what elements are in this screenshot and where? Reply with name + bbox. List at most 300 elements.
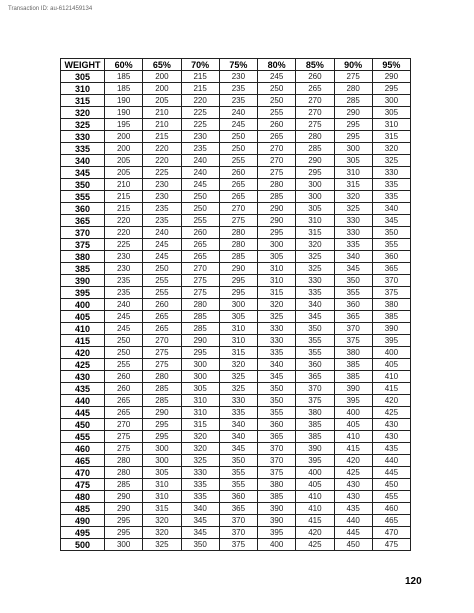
value-cell: 330 xyxy=(296,275,334,287)
table-row xyxy=(61,311,411,323)
value-cell: 285 xyxy=(181,323,219,335)
table-row xyxy=(61,95,411,107)
column-header-percent: 65% xyxy=(143,59,181,71)
value-cell: 320 xyxy=(219,359,257,371)
value-cell: 320 xyxy=(143,527,181,539)
weight-cell: 460 xyxy=(61,443,105,455)
weight-cell: 340 xyxy=(61,155,105,167)
value-cell: 270 xyxy=(181,263,219,275)
weight-cell: 395 xyxy=(61,287,105,299)
value-cell: 415 xyxy=(296,515,334,527)
value-cell: 190 xyxy=(105,107,143,119)
value-cell: 300 xyxy=(334,143,372,155)
value-cell: 285 xyxy=(258,191,296,203)
value-cell: 340 xyxy=(219,419,257,431)
value-cell: 335 xyxy=(258,347,296,359)
value-cell: 375 xyxy=(219,539,257,551)
value-cell: 350 xyxy=(372,227,410,239)
value-cell: 285 xyxy=(334,95,372,107)
table-row xyxy=(61,251,411,263)
value-cell: 245 xyxy=(105,323,143,335)
value-cell: 265 xyxy=(143,311,181,323)
value-cell: 200 xyxy=(105,143,143,155)
value-cell: 285 xyxy=(219,251,257,263)
table-row xyxy=(61,71,411,83)
value-cell: 275 xyxy=(258,167,296,179)
value-cell: 230 xyxy=(105,251,143,263)
value-cell: 260 xyxy=(181,227,219,239)
weight-cell: 375 xyxy=(61,239,105,251)
table-row xyxy=(61,323,411,335)
value-cell: 305 xyxy=(181,383,219,395)
value-cell: 235 xyxy=(181,143,219,155)
table-row xyxy=(61,299,411,311)
value-cell: 315 xyxy=(296,227,334,239)
value-cell: 400 xyxy=(296,467,334,479)
weight-cell: 470 xyxy=(61,467,105,479)
value-cell: 345 xyxy=(372,215,410,227)
weight-cell: 435 xyxy=(61,383,105,395)
weight-cell: 350 xyxy=(61,179,105,191)
header-row xyxy=(61,59,411,71)
value-cell: 265 xyxy=(143,323,181,335)
value-cell: 250 xyxy=(258,83,296,95)
value-cell: 240 xyxy=(181,155,219,167)
weight-cell: 425 xyxy=(61,359,105,371)
value-cell: 460 xyxy=(372,503,410,515)
value-cell: 420 xyxy=(372,395,410,407)
value-cell: 200 xyxy=(143,83,181,95)
value-cell: 280 xyxy=(258,179,296,191)
value-cell: 465 xyxy=(372,515,410,527)
value-cell: 245 xyxy=(258,71,296,83)
table-row xyxy=(61,467,411,479)
value-cell: 335 xyxy=(181,479,219,491)
value-cell: 230 xyxy=(219,71,257,83)
value-cell: 230 xyxy=(181,131,219,143)
value-cell: 325 xyxy=(296,251,334,263)
value-cell: 300 xyxy=(258,239,296,251)
value-cell: 320 xyxy=(143,515,181,527)
value-cell: 450 xyxy=(334,539,372,551)
value-cell: 245 xyxy=(181,179,219,191)
value-cell: 310 xyxy=(143,479,181,491)
value-cell: 240 xyxy=(105,299,143,311)
value-cell: 195 xyxy=(105,119,143,131)
value-cell: 300 xyxy=(296,191,334,203)
value-cell: 365 xyxy=(372,263,410,275)
value-cell: 320 xyxy=(181,431,219,443)
value-cell: 210 xyxy=(105,179,143,191)
value-cell: 430 xyxy=(372,419,410,431)
value-cell: 225 xyxy=(181,119,219,131)
table-row xyxy=(61,479,411,491)
value-cell: 390 xyxy=(258,515,296,527)
value-cell: 190 xyxy=(105,95,143,107)
table-row xyxy=(61,215,411,227)
value-cell: 255 xyxy=(181,215,219,227)
value-cell: 235 xyxy=(143,203,181,215)
value-cell: 425 xyxy=(296,539,334,551)
value-cell: 360 xyxy=(219,491,257,503)
weight-cell: 365 xyxy=(61,215,105,227)
value-cell: 335 xyxy=(372,179,410,191)
value-cell: 300 xyxy=(219,299,257,311)
value-cell: 355 xyxy=(296,335,334,347)
column-header-percent: 80% xyxy=(258,59,296,71)
table-row xyxy=(61,263,411,275)
weight-cell: 405 xyxy=(61,311,105,323)
value-cell: 270 xyxy=(219,203,257,215)
weight-cell: 315 xyxy=(61,95,105,107)
value-cell: 330 xyxy=(219,395,257,407)
table-row xyxy=(61,191,411,203)
value-cell: 250 xyxy=(105,335,143,347)
value-cell: 410 xyxy=(296,491,334,503)
value-cell: 215 xyxy=(181,71,219,83)
value-cell: 300 xyxy=(296,179,334,191)
table-row xyxy=(61,167,411,179)
value-cell: 255 xyxy=(258,107,296,119)
value-cell: 260 xyxy=(105,371,143,383)
value-cell: 275 xyxy=(143,347,181,359)
value-cell: 305 xyxy=(372,107,410,119)
value-cell: 355 xyxy=(296,347,334,359)
value-cell: 245 xyxy=(219,119,257,131)
value-cell: 240 xyxy=(143,227,181,239)
value-cell: 205 xyxy=(143,95,181,107)
value-cell: 355 xyxy=(258,407,296,419)
value-cell: 270 xyxy=(296,95,334,107)
value-cell: 310 xyxy=(143,491,181,503)
table-row xyxy=(61,203,411,215)
value-cell: 430 xyxy=(334,491,372,503)
value-cell: 330 xyxy=(372,167,410,179)
value-cell: 430 xyxy=(372,431,410,443)
table-row xyxy=(61,443,411,455)
value-cell: 370 xyxy=(334,323,372,335)
value-cell: 350 xyxy=(258,395,296,407)
value-cell: 420 xyxy=(334,455,372,467)
value-cell: 265 xyxy=(258,131,296,143)
value-cell: 290 xyxy=(105,503,143,515)
value-cell: 260 xyxy=(258,119,296,131)
value-cell: 375 xyxy=(258,467,296,479)
value-cell: 300 xyxy=(143,455,181,467)
value-cell: 295 xyxy=(143,431,181,443)
weight-cell: 440 xyxy=(61,395,105,407)
value-cell: 350 xyxy=(219,455,257,467)
table-row xyxy=(61,83,411,95)
value-cell: 280 xyxy=(105,455,143,467)
value-cell: 310 xyxy=(372,119,410,131)
value-cell: 365 xyxy=(258,431,296,443)
value-cell: 310 xyxy=(181,407,219,419)
value-cell: 380 xyxy=(372,299,410,311)
value-cell: 345 xyxy=(296,311,334,323)
value-cell: 400 xyxy=(372,347,410,359)
value-cell: 340 xyxy=(372,203,410,215)
value-cell: 285 xyxy=(143,395,181,407)
value-cell: 275 xyxy=(181,275,219,287)
value-cell: 350 xyxy=(258,383,296,395)
value-cell: 300 xyxy=(372,95,410,107)
weight-cell: 335 xyxy=(61,143,105,155)
value-cell: 235 xyxy=(219,95,257,107)
value-cell: 430 xyxy=(334,479,372,491)
value-cell: 235 xyxy=(105,275,143,287)
value-cell: 280 xyxy=(219,239,257,251)
value-cell: 440 xyxy=(334,515,372,527)
value-cell: 215 xyxy=(181,83,219,95)
value-cell: 275 xyxy=(143,359,181,371)
value-cell: 290 xyxy=(143,407,181,419)
table-row xyxy=(61,515,411,527)
value-cell: 265 xyxy=(219,179,257,191)
value-cell: 250 xyxy=(219,143,257,155)
weight-percentage-table xyxy=(60,58,411,551)
value-cell: 215 xyxy=(105,191,143,203)
value-cell: 280 xyxy=(219,227,257,239)
value-cell: 300 xyxy=(181,371,219,383)
value-cell: 230 xyxy=(143,179,181,191)
value-cell: 310 xyxy=(181,395,219,407)
value-cell: 425 xyxy=(372,407,410,419)
value-cell: 280 xyxy=(334,83,372,95)
value-cell: 295 xyxy=(334,131,372,143)
value-cell: 390 xyxy=(372,323,410,335)
value-cell: 335 xyxy=(219,407,257,419)
value-cell: 260 xyxy=(105,383,143,395)
weight-cell: 420 xyxy=(61,347,105,359)
value-cell: 290 xyxy=(181,335,219,347)
value-cell: 435 xyxy=(334,503,372,515)
value-cell: 410 xyxy=(372,371,410,383)
value-cell: 310 xyxy=(296,215,334,227)
value-cell: 220 xyxy=(143,143,181,155)
value-cell: 395 xyxy=(258,527,296,539)
value-cell: 380 xyxy=(258,479,296,491)
value-cell: 435 xyxy=(372,443,410,455)
table-row xyxy=(61,359,411,371)
value-cell: 300 xyxy=(181,359,219,371)
column-header-percent: 70% xyxy=(181,59,219,71)
value-cell: 315 xyxy=(258,287,296,299)
value-cell: 375 xyxy=(296,395,334,407)
table-body xyxy=(61,71,411,551)
value-cell: 275 xyxy=(105,431,143,443)
value-cell: 325 xyxy=(258,311,296,323)
value-cell: 405 xyxy=(334,419,372,431)
weight-cell: 500 xyxy=(61,539,105,551)
value-cell: 205 xyxy=(105,155,143,167)
weight-cell: 370 xyxy=(61,227,105,239)
value-cell: 425 xyxy=(334,467,372,479)
value-cell: 265 xyxy=(105,407,143,419)
value-cell: 260 xyxy=(143,299,181,311)
value-cell: 185 xyxy=(105,83,143,95)
value-cell: 325 xyxy=(219,383,257,395)
weight-cell: 490 xyxy=(61,515,105,527)
value-cell: 330 xyxy=(181,467,219,479)
table-row xyxy=(61,179,411,191)
value-cell: 280 xyxy=(105,467,143,479)
value-cell: 240 xyxy=(181,167,219,179)
value-cell: 325 xyxy=(334,203,372,215)
value-cell: 265 xyxy=(296,83,334,95)
column-header-percent: 75% xyxy=(219,59,257,71)
value-cell: 400 xyxy=(258,539,296,551)
value-cell: 305 xyxy=(143,467,181,479)
value-cell: 330 xyxy=(334,227,372,239)
value-cell: 380 xyxy=(334,347,372,359)
weight-cell: 495 xyxy=(61,527,105,539)
value-cell: 285 xyxy=(105,479,143,491)
value-cell: 185 xyxy=(105,71,143,83)
value-cell: 255 xyxy=(143,275,181,287)
value-cell: 285 xyxy=(296,143,334,155)
value-cell: 210 xyxy=(143,107,181,119)
value-cell: 250 xyxy=(219,131,257,143)
value-cell: 320 xyxy=(334,191,372,203)
value-cell: 360 xyxy=(372,251,410,263)
value-cell: 215 xyxy=(143,131,181,143)
value-cell: 355 xyxy=(219,467,257,479)
value-cell: 255 xyxy=(219,155,257,167)
value-cell: 275 xyxy=(219,215,257,227)
value-cell: 355 xyxy=(334,287,372,299)
table-row xyxy=(61,239,411,251)
value-cell: 405 xyxy=(296,479,334,491)
value-cell: 385 xyxy=(334,359,372,371)
value-cell: 395 xyxy=(296,455,334,467)
value-cell: 300 xyxy=(143,443,181,455)
value-cell: 270 xyxy=(258,143,296,155)
column-header-percent: 85% xyxy=(296,59,334,71)
value-cell: 440 xyxy=(372,455,410,467)
value-cell: 335 xyxy=(181,491,219,503)
value-cell: 355 xyxy=(372,239,410,251)
table-row xyxy=(61,119,411,131)
value-cell: 270 xyxy=(296,107,334,119)
value-cell: 290 xyxy=(105,491,143,503)
table-row xyxy=(61,227,411,239)
value-cell: 325 xyxy=(372,155,410,167)
value-cell: 450 xyxy=(372,479,410,491)
value-cell: 335 xyxy=(296,287,334,299)
value-cell: 295 xyxy=(334,119,372,131)
table-row xyxy=(61,371,411,383)
weight-cell: 480 xyxy=(61,491,105,503)
value-cell: 290 xyxy=(258,203,296,215)
value-cell: 200 xyxy=(105,131,143,143)
value-cell: 250 xyxy=(181,203,219,215)
weight-cell: 360 xyxy=(61,203,105,215)
value-cell: 265 xyxy=(181,239,219,251)
table-row xyxy=(61,539,411,551)
value-cell: 345 xyxy=(181,527,219,539)
table-row xyxy=(61,503,411,515)
value-cell: 355 xyxy=(219,479,257,491)
value-cell: 395 xyxy=(372,335,410,347)
table-row xyxy=(61,287,411,299)
value-cell: 210 xyxy=(143,119,181,131)
value-cell: 275 xyxy=(181,287,219,299)
value-cell: 345 xyxy=(258,371,296,383)
value-cell: 295 xyxy=(143,419,181,431)
table-row xyxy=(61,419,411,431)
value-cell: 270 xyxy=(143,335,181,347)
value-cell: 225 xyxy=(105,239,143,251)
value-cell: 275 xyxy=(105,443,143,455)
value-cell: 245 xyxy=(143,239,181,251)
weight-cell: 465 xyxy=(61,455,105,467)
value-cell: 330 xyxy=(334,215,372,227)
value-cell: 285 xyxy=(143,383,181,395)
value-cell: 325 xyxy=(143,539,181,551)
table-row xyxy=(61,155,411,167)
value-cell: 255 xyxy=(105,359,143,371)
value-cell: 295 xyxy=(219,287,257,299)
value-cell: 370 xyxy=(296,383,334,395)
value-cell: 340 xyxy=(334,251,372,263)
table-row xyxy=(61,491,411,503)
value-cell: 385 xyxy=(296,431,334,443)
value-cell: 335 xyxy=(372,191,410,203)
value-cell: 310 xyxy=(258,263,296,275)
table-row xyxy=(61,383,411,395)
value-cell: 380 xyxy=(296,407,334,419)
value-cell: 305 xyxy=(296,203,334,215)
value-cell: 255 xyxy=(143,287,181,299)
weight-cell: 415 xyxy=(61,335,105,347)
value-cell: 295 xyxy=(372,83,410,95)
table-row xyxy=(61,527,411,539)
column-header-weight: WEIGHT xyxy=(61,59,105,71)
value-cell: 295 xyxy=(105,515,143,527)
value-cell: 245 xyxy=(105,311,143,323)
value-cell: 340 xyxy=(296,299,334,311)
weight-cell: 400 xyxy=(61,299,105,311)
value-cell: 390 xyxy=(296,443,334,455)
value-cell: 340 xyxy=(258,359,296,371)
value-cell: 335 xyxy=(334,239,372,251)
value-cell: 360 xyxy=(296,359,334,371)
value-cell: 340 xyxy=(219,431,257,443)
value-cell: 270 xyxy=(105,419,143,431)
table-row xyxy=(61,275,411,287)
value-cell: 315 xyxy=(372,131,410,143)
value-cell: 375 xyxy=(372,287,410,299)
value-cell: 250 xyxy=(105,347,143,359)
value-cell: 315 xyxy=(143,503,181,515)
weight-cell: 380 xyxy=(61,251,105,263)
value-cell: 310 xyxy=(219,335,257,347)
value-cell: 455 xyxy=(372,491,410,503)
weight-cell: 475 xyxy=(61,479,105,491)
value-cell: 445 xyxy=(372,467,410,479)
value-cell: 295 xyxy=(219,275,257,287)
value-cell: 370 xyxy=(219,527,257,539)
value-cell: 375 xyxy=(334,335,372,347)
value-cell: 215 xyxy=(105,203,143,215)
value-cell: 390 xyxy=(334,383,372,395)
value-cell: 385 xyxy=(372,311,410,323)
weight-cell: 345 xyxy=(61,167,105,179)
weight-cell: 455 xyxy=(61,431,105,443)
value-cell: 245 xyxy=(143,251,181,263)
value-cell: 310 xyxy=(334,167,372,179)
